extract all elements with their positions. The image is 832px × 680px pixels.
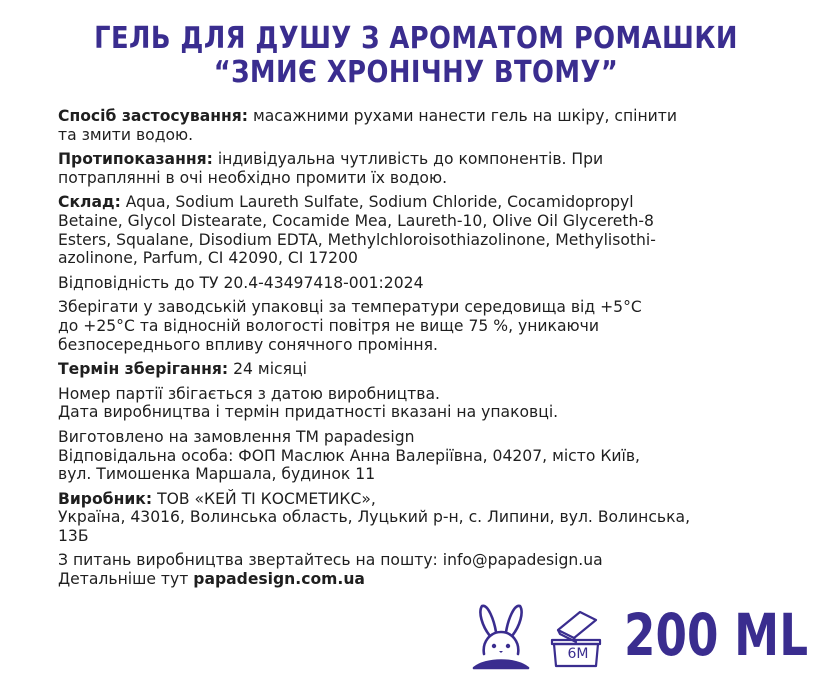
shelf-life-section [58, 360, 778, 379]
batch-line-2: Дата виробництва і термін придатності вказані на упаковці. [58, 403, 559, 422]
title-line-2: “ЗМИЄ ХРОНІЧНУ ВТОМУ” [213, 55, 619, 90]
storage-section [58, 298, 778, 354]
contraindications-label: Протипоказання: [58, 150, 213, 169]
manufactured-for-line-3: вул. Тимошенка Маршала, будинок 11 [58, 465, 376, 484]
producer-section [58, 490, 778, 546]
manufactured-for-line-1: Виготовлено на замовлення ТМ papadesign [58, 427, 415, 446]
usage-text-1: масажними рухами нанести гель на шкіру, спінити [248, 107, 678, 125]
contact-line-1: З питань виробництва звертайтесь на пошту: info@papadesign.ua [58, 551, 603, 570]
producer-text-1: ТОВ «КЕЙ ТІ КОСМЕТИКС», [152, 489, 376, 508]
contact-section [58, 551, 778, 588]
contraindications-text-2: потраплянні в очі необхідно промити їх водою. [58, 168, 448, 187]
usage-text-2: та змити водою. [58, 125, 194, 144]
composition-text-3: Esters, Squalane, Disodium EDTA, Methylchloroisothiazolinone, Methylisothi- [58, 230, 656, 249]
storage-line-1: Зберігати у заводській упаковці за температури середовища від +5°C [58, 298, 642, 317]
usage-label: Спосіб застосування: [58, 107, 249, 125]
batch-section [58, 385, 778, 422]
period-after-opening: 6M [567, 646, 589, 662]
composition-text-4: azolinone, Parfum, CI 42090, CI 17200 [58, 249, 358, 268]
product-title [58, 22, 774, 90]
composition-text-2: Betaine, Glycol Distearate, Cocamide Mea, Laureth-10, Olive Oil Glycereth-8 [58, 211, 654, 230]
manufactured-for-line-2: Відповідальна особа: ФОП Маслюк Анна Валеріївна, 04207, місто Київ, [58, 446, 641, 465]
title-line-1: ГЕЛЬ ДЛЯ ДУШУ З АРОМАТОМ РОМАШКИ [94, 21, 738, 56]
producer-text-2: Україна, 43016, Волинська область, Луцький р-н, с. Липини, вул. Волинська, [58, 508, 691, 527]
conformity-section [58, 274, 778, 293]
producer-label: Виробник: [58, 489, 153, 508]
cruelty-free-bunny-icon [466, 602, 536, 672]
shelf-life-label: Термін зберігання: [58, 360, 229, 379]
storage-line-3: безпосереднього впливу сонячного проміння. [58, 335, 438, 354]
storage-line-2: до +25°C та відносній вологості повітря не вище 75 %, уникаючи [58, 316, 599, 335]
footer-badges [466, 600, 809, 674]
producer-text-3: 13Б [58, 526, 89, 545]
conformity-text: Відповідність до ТУ 20.4-43497418-001:2024 [58, 273, 424, 292]
contraindications-text-1: індивідуальна чутливість до компонентів. При [212, 150, 604, 169]
contact-prefix: Детальніше тут [58, 570, 194, 589]
website-link[interactable]: papadesign.com.ua [193, 570, 365, 589]
contraindications-section [58, 150, 778, 187]
label-text [58, 107, 778, 595]
manufactured-for-section [58, 428, 778, 484]
shelf-life-value: 24 місяці [228, 360, 307, 379]
composition-text-1: Aqua, Sodium Laureth Sulfate, Sodium Chloride, Cocamidopropyl [120, 193, 634, 212]
batch-line-1: Номер партії збігається з датою виробництва. [58, 384, 440, 403]
composition-section [58, 193, 778, 267]
composition-label: Склад: [58, 193, 121, 212]
usage-section [58, 107, 778, 144]
volume-label: 200 ML [624, 601, 809, 669]
